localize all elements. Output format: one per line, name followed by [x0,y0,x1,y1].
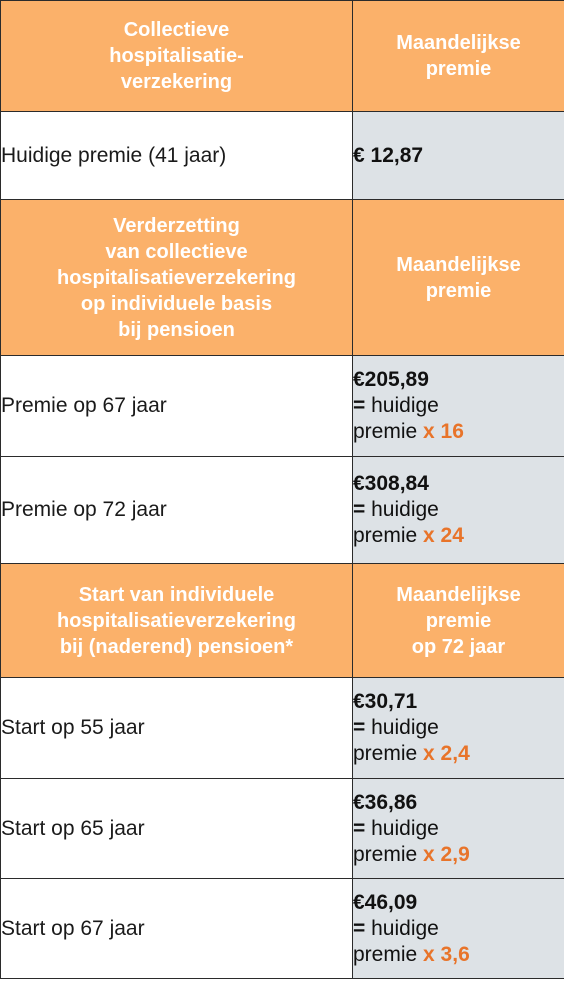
formula-line [353,497,564,523]
row-label: Premie op 72 jaar [1,457,353,564]
row-label: Huidige premie (41 jaar) [1,112,353,200]
row-value [353,112,564,200]
header-line: Start van individuele [78,583,275,606]
header-line: Verderzetting [113,214,240,237]
equals-sign: = [353,498,366,521]
formula-text: huidige [371,716,439,739]
header-line: hospitalisatieverzekering [57,266,296,289]
row-value [353,779,564,879]
premium-amount: € 12,87 [353,143,424,167]
row-label: Start op 55 jaar [1,678,353,779]
formula-line [353,842,564,868]
multiplier: x 16 [423,420,464,443]
formula-text: premie [353,842,418,866]
section-header-row [1,200,564,356]
header-line: bij pensioen [118,318,235,341]
row-value [353,356,564,457]
section-2-header-right [353,200,564,356]
table-row [1,779,564,879]
multiplier: x 24 [423,524,464,547]
formula-line [353,916,564,942]
formula-text: huidige [371,816,439,840]
formula-line [353,942,564,968]
section-2-header-left [1,200,353,356]
premium-amount: €205,89 [353,368,429,391]
formula-text: premie [353,420,418,443]
premium-amount: €46,09 [353,890,418,914]
header-line: Maandelijkse [396,253,521,276]
formula-line [353,419,564,445]
row-label: Start op 65 jaar [1,779,353,879]
row-value [353,879,564,979]
header-line: premie [425,279,492,302]
header-line: premie [425,58,492,80]
header-line: verzekering [120,71,233,93]
header-line: premie [425,609,492,632]
table-row [1,457,564,564]
section-1-header-right [353,1,564,112]
equals-sign: = [353,716,366,739]
row-value [353,457,564,564]
formula-text: huidige [371,916,439,940]
section-3-header-left [1,564,353,678]
formula-line [353,393,564,419]
multiplier: x 2,4 [423,742,470,765]
formula-text: huidige [371,498,439,521]
equals-sign: = [353,916,366,940]
header-line: van collectieve [105,240,248,263]
formula-line [353,523,564,549]
header-line: Maandelijkse [396,583,521,606]
section-3-header-right [353,564,564,678]
row-label: Start op 67 jaar [1,879,353,979]
equals-sign: = [353,394,366,417]
formula-line [353,715,564,741]
premium-amount: €30,71 [353,690,418,713]
formula-line [353,816,564,842]
formula-text: huidige [371,394,439,417]
section-1-header-left [1,1,353,112]
equals-sign: = [353,816,366,840]
table-row [1,112,564,200]
section-header-row [1,1,564,112]
formula-line [353,741,564,767]
table-row [1,678,564,779]
formula-text: premie [353,742,418,765]
formula-text: premie [353,942,418,966]
section-header-row [1,564,564,678]
header-line: bij (naderend) pensioen* [59,635,294,658]
header-line: op individuele basis [80,292,273,315]
row-label: Premie op 67 jaar [1,356,353,457]
row-value [353,678,564,779]
premium-amount: €36,86 [353,790,418,814]
formula-text: premie [353,524,418,547]
table-row [1,879,564,979]
multiplier: x 2,9 [423,842,470,866]
header-line: Maandelijkse [396,32,521,54]
header-line: hospitalisatieverzekering [57,609,296,632]
premium-amount: €308,84 [353,472,429,495]
table-row [1,356,564,457]
header-line: Collectieve [123,19,230,41]
header-line: hospitalisatie- [109,45,244,67]
multiplier: x 3,6 [423,942,470,966]
header-line: op 72 jaar [411,635,506,658]
